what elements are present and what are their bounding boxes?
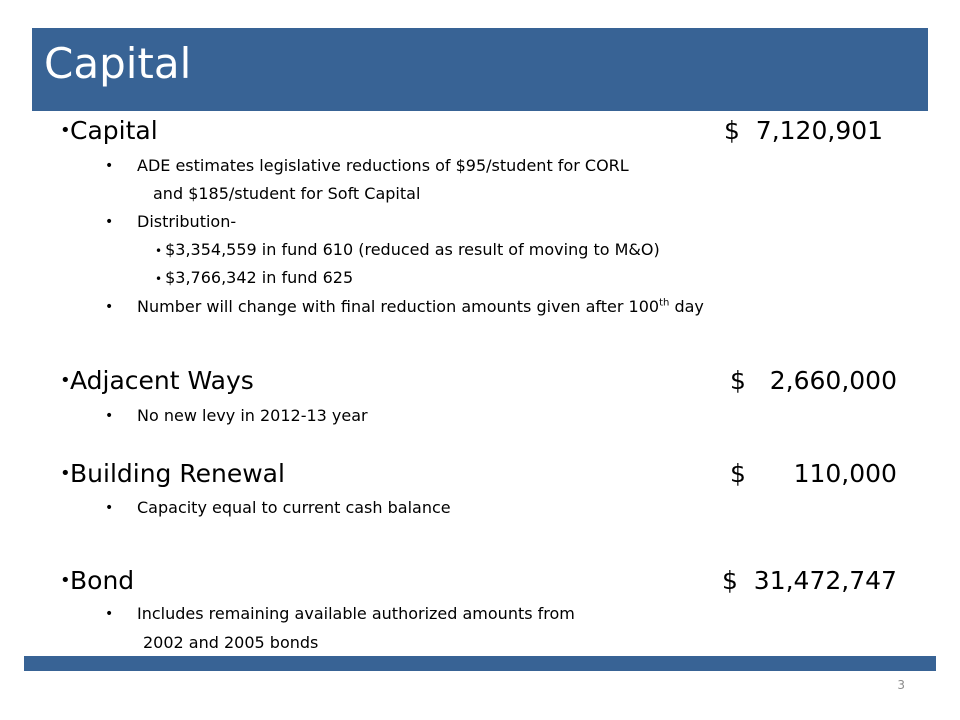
adjacent-ways-bullet: • No new levy in 2012-13 year <box>105 406 368 425</box>
bullet-icon: • <box>105 408 114 424</box>
capital-heading <box>60 116 158 146</box>
footer-bar <box>24 656 936 671</box>
building-renewal-heading <box>60 459 285 489</box>
capital-bullet-3: • Number will change with final reduction amounts given after 100th day <box>105 297 704 316</box>
capital-bullet-1-cont: and $185/student for Soft Capital <box>153 184 421 203</box>
building-renewal-label: Building Renewal <box>70 459 285 488</box>
bullet-icon: • <box>155 272 163 286</box>
bond-bullet: • Includes remaining available authorized amounts from <box>105 604 575 623</box>
adjacent-ways-heading <box>60 366 254 396</box>
building-renewal-bullet: • Capacity equal to current cash balance <box>105 498 451 517</box>
bond-heading <box>60 566 134 596</box>
bullet-icon: • <box>105 500 114 516</box>
bullet-icon: • <box>60 463 71 484</box>
slide-title: Capital <box>44 39 192 88</box>
capital-label: Capital <box>70 116 158 145</box>
bullet-icon: • <box>105 299 114 315</box>
capital-bullet-1: • ADE estimates legislative reductions of $95/student for CORL <box>105 156 629 175</box>
capital-sub-bullet-1: • $3,354,559 in fund 610 (reduced as result of moving to M&O) <box>155 240 660 259</box>
bullet-icon: • <box>105 606 114 622</box>
adjacent-ways-label: Adjacent Ways <box>70 366 254 395</box>
bond-amount: $ 31,472,747 <box>722 566 897 595</box>
bullet-icon: • <box>105 158 114 174</box>
bullet-icon: • <box>155 244 163 258</box>
bond-bullet-cont: 2002 and 2005 bonds <box>143 633 319 652</box>
bullet-icon: • <box>60 120 71 141</box>
bullet-icon: • <box>105 214 114 230</box>
building-renewal-amount: $ 110,000 <box>730 459 897 488</box>
bond-label: Bond <box>70 566 135 595</box>
bullet-icon: • <box>60 570 71 591</box>
adjacent-ways-amount: $ 2,660,000 <box>730 366 897 395</box>
capital-bullet-2: • Distribution- <box>105 212 237 231</box>
capital-sub-bullet-2: • $3,766,342 in fund 625 <box>155 268 354 287</box>
bullet-icon: • <box>60 370 71 391</box>
page-number: 3 <box>897 678 905 692</box>
capital-amount: $ 7,120,901 <box>724 116 884 145</box>
